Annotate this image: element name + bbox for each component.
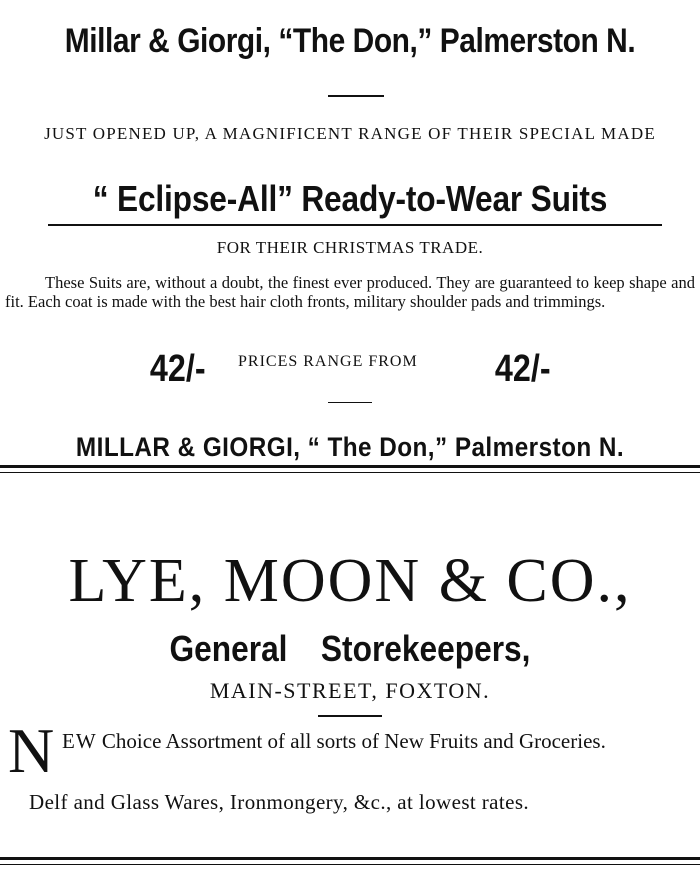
ad2-line2: Delf and Glass Wares, Ironmongery, &c., at lowest rates. bbox=[29, 790, 530, 814]
ad2-line1-ew: EW bbox=[62, 729, 97, 753]
divider bbox=[328, 95, 384, 97]
ad1-heading: Millar & Giorgi, “The Don,” Palmerston N. bbox=[64, 22, 636, 60]
section-rule bbox=[0, 857, 700, 860]
section-rule bbox=[0, 465, 700, 468]
price-left: 42/- bbox=[149, 348, 206, 390]
ad1-description: These Suits are, without a doubt, the finest ever produced. They are guaranteed to keep shape and fit. Each coat is made with the best hair cloth fronts, military shoulder pads and trimmings. bbox=[5, 273, 695, 311]
ad1-christmas-line: FOR THEIR CHRISTMAS TRADE. bbox=[216, 238, 484, 257]
ad2-line1 bbox=[62, 727, 692, 755]
price-right: 42/- bbox=[494, 348, 551, 390]
ad2-subtitle: General Storekeepers, bbox=[169, 628, 531, 669]
ad2-address: MAIN-STREET, FOXTON. bbox=[209, 678, 491, 703]
divider bbox=[318, 715, 382, 717]
ad1-suits-title: “ Eclipse-All” Ready-to-Wear Suits bbox=[92, 178, 608, 219]
ad1-footer-heading: MILLAR & GIORGI, “ The Don,” Palmerston N. bbox=[75, 432, 625, 462]
ad2-title: LYE, MOON & CO., bbox=[68, 547, 632, 615]
title-underline bbox=[48, 224, 662, 226]
section-rule-thin bbox=[0, 864, 700, 865]
price-label: PRICES RANGE FROM bbox=[238, 353, 418, 370]
ad2-line1-rest: Choice Assortment of all sorts of New Fruits and Groceries. bbox=[96, 729, 606, 753]
section-rule-thin bbox=[0, 472, 700, 473]
ad1-intro: JUST OPENED UP, A MAGNIFICENT RANGE OF THEIR SPECIAL MADE bbox=[44, 124, 656, 143]
divider bbox=[328, 402, 372, 403]
drop-cap: N bbox=[8, 715, 55, 786]
